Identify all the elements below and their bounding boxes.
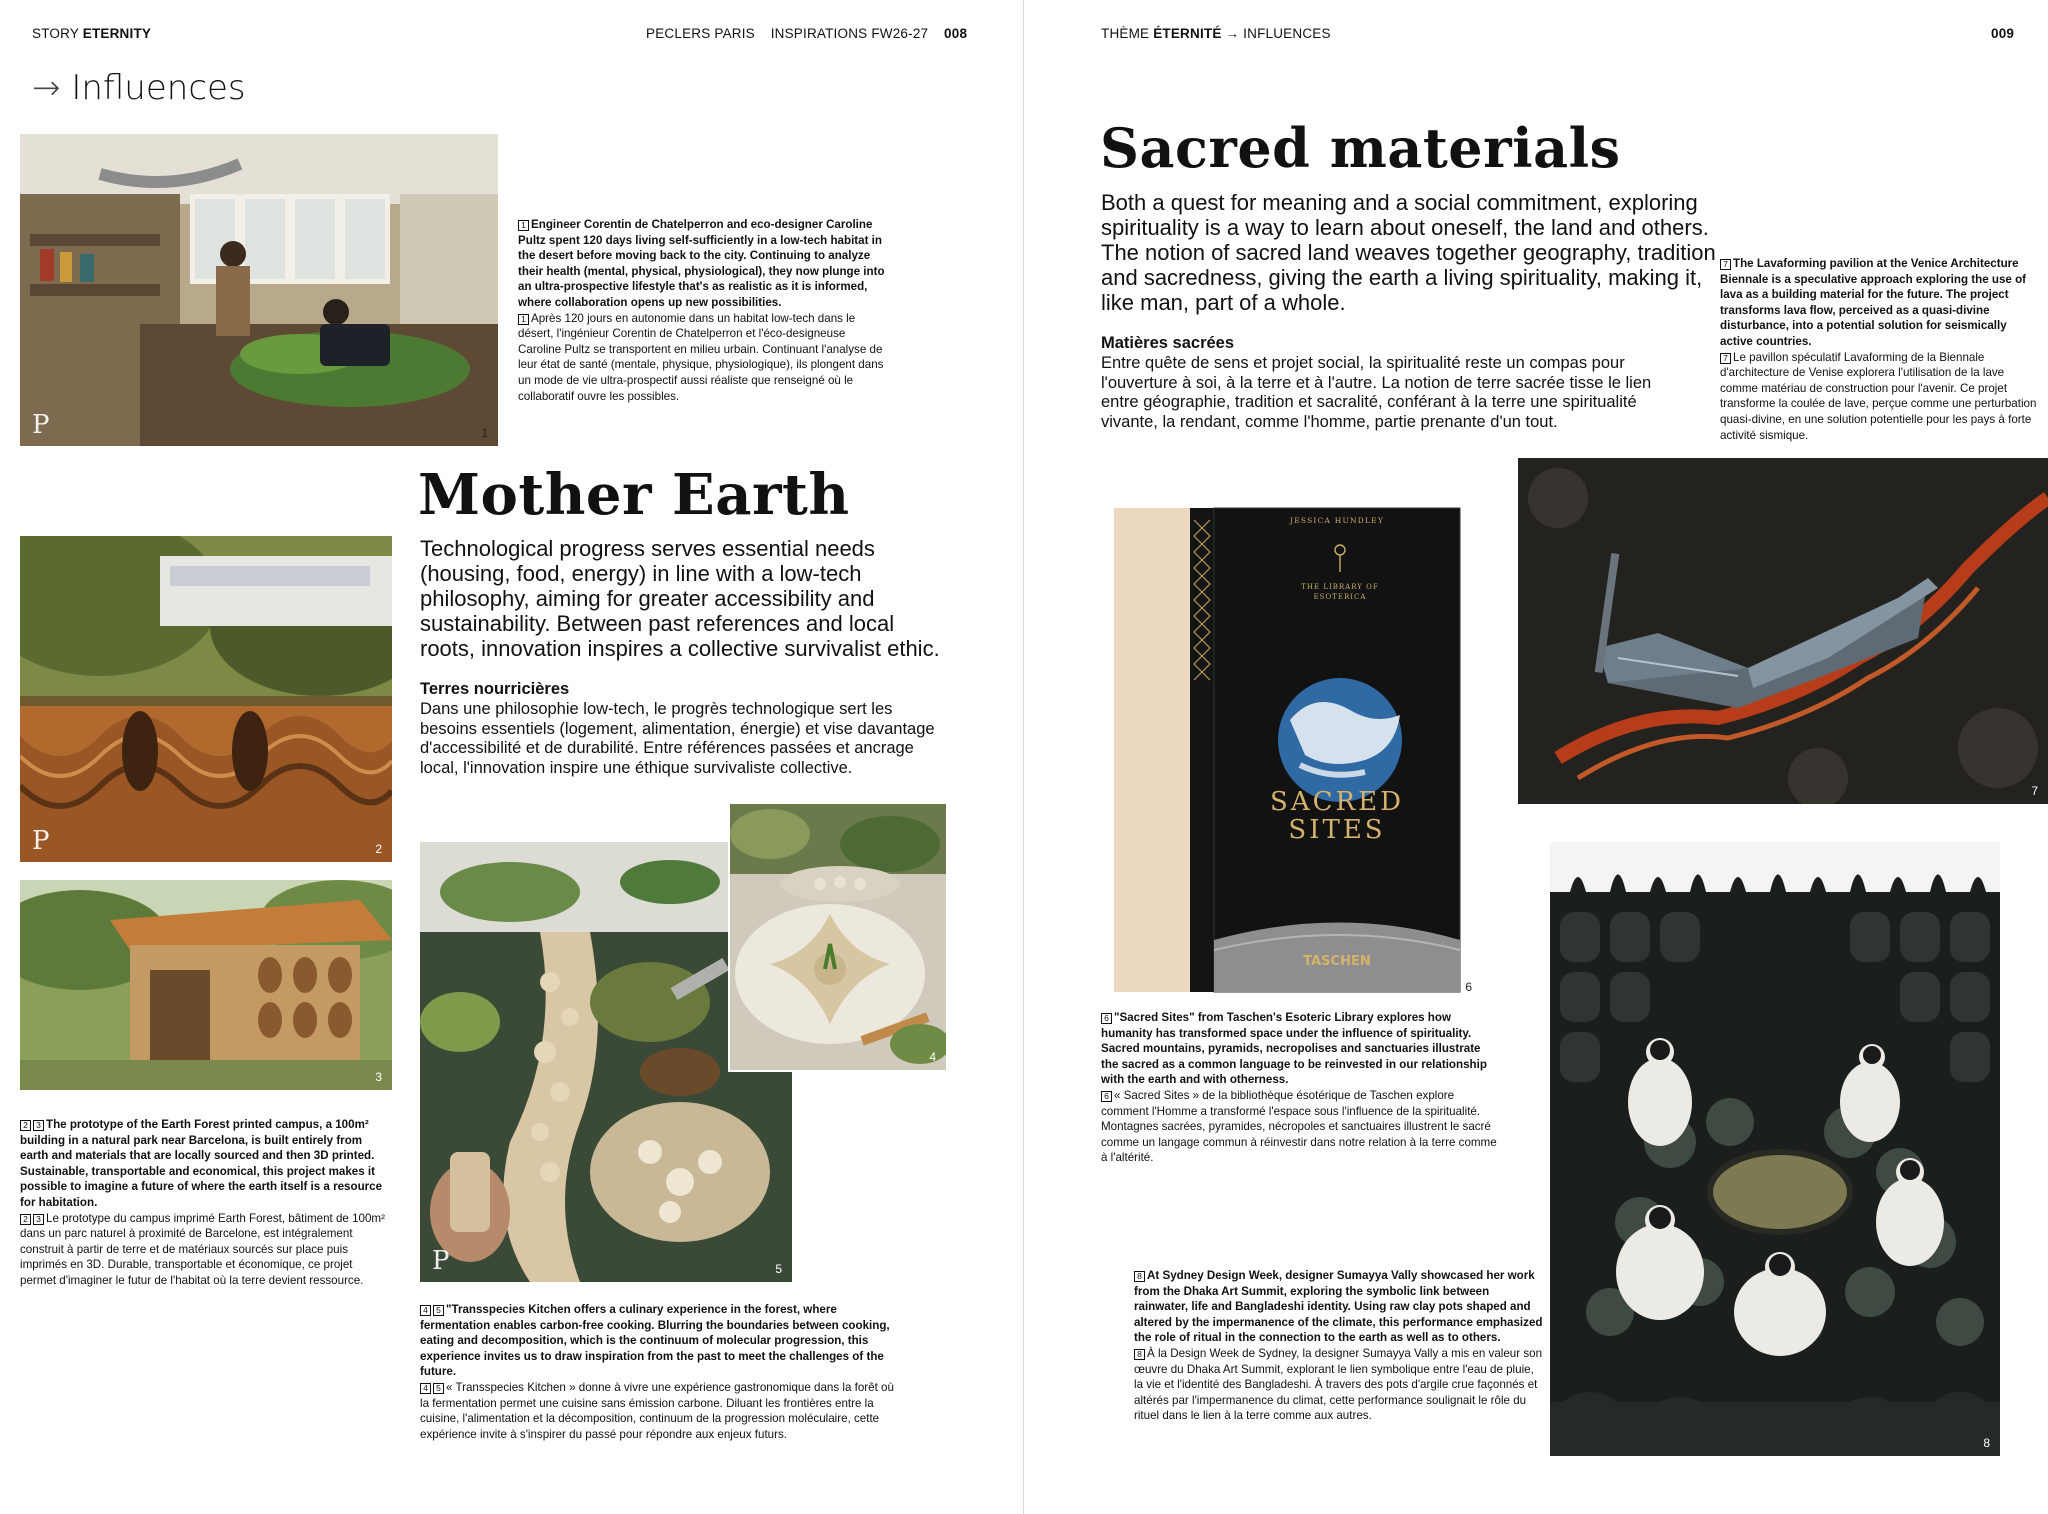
- caption-images-2-3: [20, 1117, 390, 1289]
- edition-name: INSPIRATIONS FW26-27: [770, 26, 929, 41]
- image-number-8: 8: [1983, 1436, 1990, 1450]
- story-header: [32, 26, 151, 41]
- caption-45-en: "Transspecies Kitchen offers a culinary experience in the forest, where fermentation enables carbon-free cooking. Blurring the boundaries between cooking, eating and decomposition, which is the continuum of molecular progression, this experience invites us to draw inspiration from the past to meet the challenges of the future.: [420, 1303, 890, 1379]
- caption-marker: 8: [1134, 1271, 1145, 1282]
- book-author: JESSICA HUNDLEY: [1290, 516, 1384, 525]
- sacred-materials-title: Sacred materials: [1100, 116, 1621, 180]
- sacred-sites-book-illustration: [1100, 500, 1472, 994]
- caption-8-en: At Sydney Design Week, designer Sumayya Vally showcased her work from the Dhaka Art Summit, exploring the symbolic link between rainwater, life and Bangladeshi identity. Using raw clay pots shaped and altered by the impermanence of the climate, this performance emphasized the role of ritual in the connection to the earth as well as to others.: [1134, 1269, 1543, 1345]
- image-number-5: 5: [775, 1262, 782, 1276]
- sacred-materials-lead: Both a quest for meaning and a social commitment, exploring spirituality is a way to learn about oneself, the land and others. The notion of sacred land weaves together geography, tradition and sacredness, giving the earth a living spirituality, making it, like man, part of a whole.: [1101, 190, 1716, 315]
- photo-printed-earth-wall: [20, 536, 392, 862]
- peclers-logo-icon: P: [32, 826, 50, 856]
- book-title-line-2: SITES: [1288, 815, 1386, 845]
- caption-marker: 3: [33, 1214, 44, 1225]
- caption-7-en: The Lavaforming pavilion at the Venice Architecture Biennale is a speculative approach exploring the use of lava as a building material for the future. The project transforms lava flow, perceived as a quasi-divine disturbance, into a potential solution for seismically active countries.: [1720, 257, 2027, 348]
- caption-marker: 1: [518, 314, 529, 325]
- section-title-text: Influences: [71, 68, 246, 108]
- photo-earth-forest-campus: [20, 880, 392, 1090]
- image-number-2: 2: [375, 842, 382, 856]
- caption-8-fr: À la Design Week de Sydney, la designer Sumayya Vally a mis en valeur son œuvre du Dhaka Art Summit, explorant le lien symbolique entre l'eau de pluie, la vie et l'identité des Bangladeshi. À travers des pots d'argile crue façonnés et altérés par l'impermanence du climat, cette performance soulignait le rôle du rituel dans le lien à la terre comme aux autres.: [1134, 1346, 1543, 1423]
- caption-marker: 5: [433, 1383, 444, 1394]
- caption-6-fr: « Sacred Sites » de la bibliothèque ésotérique de Taschen explore comment l'Homme a transformé l'espace sous l'influence de la spiritualité. Montagnes sacrées, pyramides, nécropoles et sanctuaires illustrent le sacré comme un langage commun à réinvestir dans notre relation à la terre comme à l'altérité.: [1101, 1088, 1497, 1165]
- mother-earth-title: Mother Earth: [418, 462, 850, 528]
- publication-header: [646, 26, 967, 41]
- book-series: THE LIBRARY OF ESOTERICA: [1301, 583, 1379, 601]
- story-label: STORY: [32, 26, 79, 41]
- lowtech-habitat-illustration: [20, 134, 498, 446]
- right-page: [1024, 0, 2048, 1514]
- story-name: ETERNITY: [82, 26, 152, 41]
- caption-marker: 6: [1101, 1091, 1112, 1102]
- mother-earth-lead: Technological progress serves essential needs (housing, food, energy) in line with a low-tech philosophy, aiming for greater accessibility and sustainability. Between past references and local roots, innovation inspires a collective survivalist ethic.: [420, 536, 940, 661]
- caption-image-1: [518, 217, 890, 404]
- photo-lavaforming-pavilion: [1518, 458, 2048, 804]
- page-number-right-wrap: [1991, 26, 2014, 41]
- caption-marker: 4: [420, 1305, 431, 1316]
- caption-1-en: Engineer Corentin de Chatelperron and eco-designer Caroline Pultz spent 120 days living self-sufficiently in a low-tech habitat in the desert before moving back to the city. Continuing to analyze their health (mental, physical, physiological), they now plunge into an ultra-prospective lifestyle that's as realistic as it is informed, where collaboration opens up new possibilities.: [518, 218, 885, 309]
- caption-marker: 8: [1134, 1349, 1145, 1360]
- page-number-left: 008: [944, 26, 968, 41]
- brand-name: PECLERS PARIS: [646, 26, 755, 41]
- sacred-materials-subtext: Entre quête de sens et projet social, la spiritualité reste un compas pour l'ouverture à soi, à la terre et à l'autre. La notion de terre sacrée tisse le lien entre géographie, tradition et sacralité, conférant à la terre une spiritualité vivante, la rendant, comme l'homme, partie prenante d'un tout.: [1101, 354, 1652, 431]
- caption-marker: 2: [20, 1214, 31, 1225]
- peclers-logo-icon: P: [32, 410, 50, 440]
- caption-marker: 7: [1720, 259, 1731, 270]
- caption-marker: 5: [433, 1305, 444, 1316]
- peclers-logo-icon: P: [432, 1246, 450, 1276]
- lavaforming-pavilion-illustration: [1518, 458, 2048, 804]
- caption-marker: 6: [1101, 1013, 1112, 1024]
- caption-image-7: [1720, 256, 2040, 443]
- arrow-right-icon: →: [32, 68, 61, 108]
- mother-earth-subhead: Terres nourricières: [420, 680, 570, 698]
- book-title-line-1: SACRED: [1270, 787, 1404, 817]
- caption-image-6: [1101, 1010, 1501, 1166]
- image-number-3: 3: [375, 1070, 382, 1084]
- image-number-1: 1: [481, 426, 488, 440]
- theme-header: [1101, 26, 1331, 41]
- photo-lowtech-habitat: [20, 134, 498, 446]
- theme-label: THÈME: [1101, 26, 1150, 41]
- book-publisher: TASCHEN: [1303, 954, 1371, 969]
- section-title: [32, 68, 246, 108]
- caption-23-fr: Le prototype du campus imprimé Earth Forest, bâtiment de 100m² dans un parc naturel à proximité de Barcelone, est intégralement construit à partir de terre et de matériaux sourcés sur place puis imprimés en 3D. Durable, transportable et économique, ce projet permet d'imaginer le futur de l'habitat où la terre devient ressource.: [20, 1211, 385, 1287]
- caption-marker: 1: [518, 220, 529, 231]
- image-number-7: 7: [2031, 784, 2038, 798]
- clay-pots-performance-illustration: [1550, 842, 2000, 1456]
- section-name: INFLUENCES: [1243, 26, 1331, 41]
- caption-marker: 7: [1720, 353, 1731, 364]
- earth-forest-campus-illustration: [20, 880, 392, 1090]
- caption-image-8: [1134, 1268, 1544, 1424]
- page-number-right: 009: [1991, 26, 2015, 41]
- image-number-4: 4: [929, 1050, 936, 1064]
- photo-fermentation-plates: [728, 804, 946, 1072]
- caption-marker: 4: [420, 1383, 431, 1394]
- caption-45-fr: « Transspecies Kitchen » donne à vivre une expérience gastronomique dans la forêt où la fermentation permet une cuisine sans émission carbone. Diluant les frontières entre la cuisine, l'alimentation et la décomposition, continuum de la progression moléculaire, cette expérience invite à s'inspirer du passé pour répondre aux enjeux futurs.: [420, 1380, 894, 1441]
- photo-sacred-sites-book: [1100, 500, 1472, 994]
- fermentation-plates-illustration: [730, 804, 946, 1072]
- sacred-materials-subhead: Matières sacrées: [1101, 334, 1235, 352]
- arrow-right-icon: →: [1225, 26, 1240, 41]
- caption-1-fr: Après 120 jours en autonomie dans un habitat low-tech dans le désert, l'ingénieur Corentin de Chatelperron et l'éco-designeuse Caroline Pultz se transportent en milieu urbain. Continuant l'analyse de leur état de santé (mentale, physique, physiologique), ils plongent dans un mode de vie ultra-prospectif aussi réaliste que renseigné où le collaboratif ouvre les possibles.: [518, 311, 884, 403]
- mother-earth-subtext: Dans une philosophie low-tech, le progrès technologique sert les besoins essentiels (logement, alimentation, énergie) et vise davantage d'accessibilité et de durabilité. Entre références passées et ancrage local, l'innovation inspire une éthique survivaliste collective.: [420, 700, 935, 777]
- image-number-6: 6: [1465, 980, 1472, 994]
- printed-earth-wall-illustration: [20, 536, 392, 862]
- caption-marker: 3: [33, 1120, 44, 1131]
- theme-name: ÉTERNITÉ: [1153, 26, 1222, 41]
- caption-23-en: The prototype of the Earth Forest printed campus, a 100m² building in a natural park near Barcelona, is built entirely from earth and materials that are locally sourced and then 3D printed. Sustainable, transportable and economical, this project makes it possible to imagine a future of where the earth itself is a resource for habitation.: [20, 1118, 383, 1209]
- caption-images-4-5: [420, 1302, 896, 1442]
- book-title: [1214, 788, 1460, 844]
- caption-7-fr: Le pavillon spéculatif Lavaforming de la Biennale d'architecture de Venise explorera l'utilisation de la lave comme matériau de construction pour l'avenir. Ce projet transforme la coulée de lave, perçue comme une perturbation quasi-divine, en une solution potentielle pour les pays à forte activité sismique.: [1720, 350, 2037, 442]
- caption-marker: 2: [20, 1120, 31, 1131]
- caption-6-en: "Sacred Sites" from Taschen's Esoteric Library explores how humanity has transformed space under the influence of spirituality. Sacred mountains, pyramids, necropolises and sanctuaries illustrate the sacred as a common language to be reinvested in our relationship with the earth and with otherness.: [1101, 1011, 1487, 1087]
- photo-clay-pots-performance: [1550, 842, 2000, 1456]
